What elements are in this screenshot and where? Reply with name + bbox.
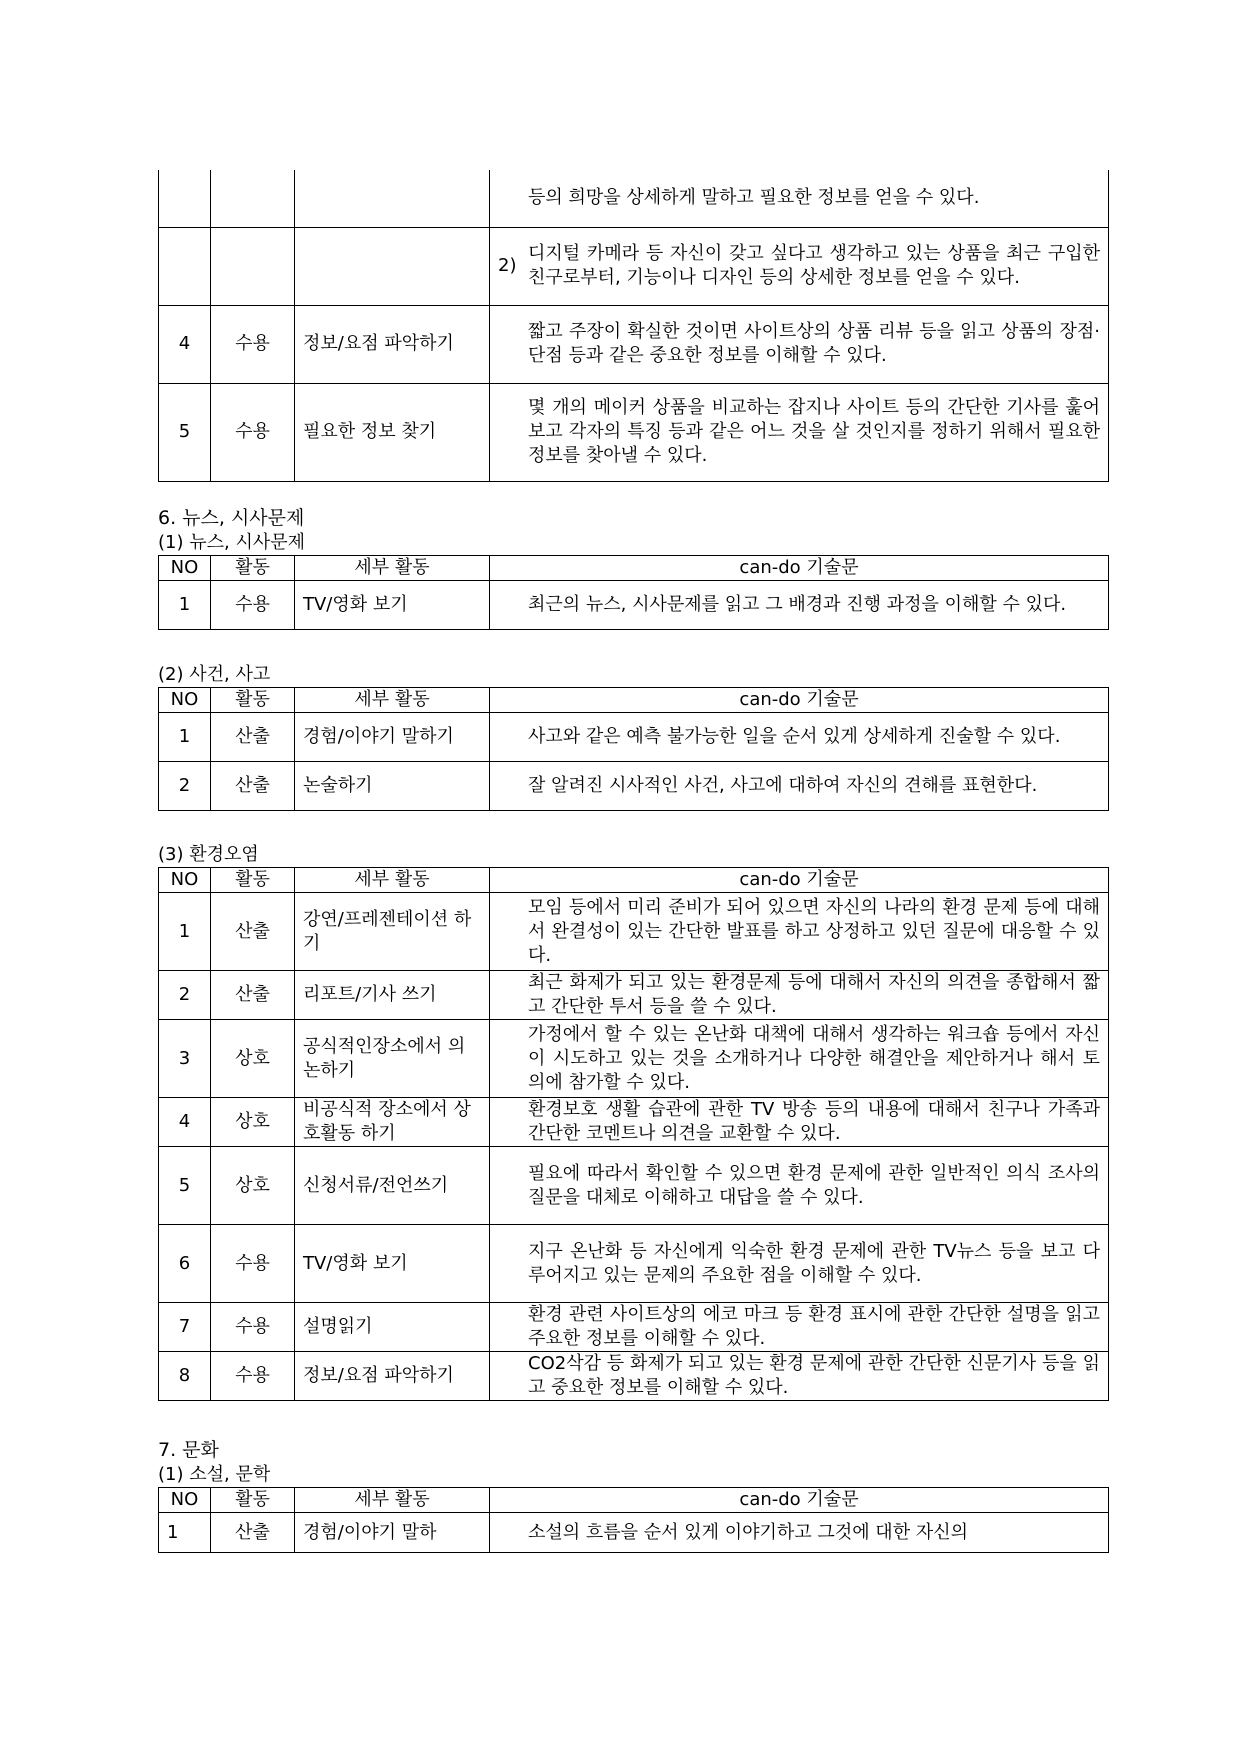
table-row [159, 170, 1109, 227]
table-row [159, 893, 1109, 971]
section-6 [158, 505, 1108, 630]
header-detail: 세부 활동 [295, 556, 490, 581]
table-row [159, 1352, 1109, 1401]
cando-table-accidents [158, 687, 1109, 811]
row-activity: 수용 [211, 581, 295, 630]
row-no: 4 [159, 305, 211, 383]
row-no: 1 [159, 713, 211, 762]
row-detail: 설명읽기 [295, 1303, 490, 1352]
row-no: 1 [159, 1513, 211, 1553]
row-activity: 수용 [211, 383, 295, 481]
cando-text: 잘 알려진 시사적인 사건, 사고에 대하여 자신의 견해를 표현한다. [528, 775, 1038, 796]
header-detail: 세부 활동 [295, 868, 490, 893]
cando-table-literature [158, 1487, 1109, 1553]
cando-text: 최근 화제가 되고 있는 환경문제 등에 대해서 자신의 의견을 종합해서 짧고 간단한 투서 등을 쓸 수 있다. [528, 972, 1100, 1017]
row-detail: 신청서류/전언쓰기 [295, 1147, 490, 1225]
row-activity: 상호 [211, 1098, 295, 1147]
section-title: 7. 문화 [158, 1439, 219, 1461]
row-no: 7 [159, 1303, 211, 1352]
row-no: 2 [159, 762, 211, 811]
cando-text: 필요에 따라서 확인할 수 있으면 환경 문제에 관한 일반적인 의식 조사의 질문을 대체로 이해하고 대답을 쓸 수 있다. [528, 1162, 1100, 1208]
row-no: 1 [159, 893, 211, 971]
table-continued [158, 170, 1108, 482]
header-cando: can-do 기술문 [490, 556, 1109, 581]
section-title: 6. 뉴스, 시사문제 [158, 507, 305, 529]
row-activity: 산출 [211, 893, 295, 971]
subsection-title: (3) 환경오염 [158, 844, 259, 865]
row-no: 5 [159, 1147, 211, 1225]
header-detail: 세부 활동 [295, 1488, 490, 1513]
row-no: 8 [159, 1352, 211, 1401]
header-no: NO [159, 688, 211, 713]
subsection-title: (2) 사건, 사고 [158, 664, 271, 685]
item-number [498, 186, 528, 210]
cando-table-news [158, 555, 1109, 630]
row-no: 3 [159, 1020, 211, 1098]
row-activity: 산출 [211, 713, 295, 762]
table-header-row [159, 868, 1109, 893]
row-activity: 산출 [211, 762, 295, 811]
table-row [159, 713, 1109, 762]
header-cando: can-do 기술문 [490, 1488, 1109, 1513]
row-detail: 강연/프레젠테이션 하기 [295, 893, 490, 971]
table-row [159, 1098, 1109, 1147]
table-header-row [159, 1488, 1109, 1513]
table-row [159, 1020, 1109, 1098]
row-detail: 정보/요점 파악하기 [295, 305, 490, 383]
section-7 [158, 1437, 1108, 1553]
row-detail: 필요한 정보 찾기 [295, 383, 490, 481]
cando-text: 등의 희망을 상세하게 말하고 필요한 정보를 얻을 수 있다. [528, 187, 980, 209]
row-activity: 산출 [211, 971, 295, 1020]
header-no: NO [159, 1488, 211, 1513]
row-activity: 수용 [211, 1225, 295, 1303]
cando-table-continued [158, 170, 1109, 482]
row-detail: 경험/이야기 말하기 [295, 713, 490, 762]
cando-text: 모임 등에서 미리 준비가 되어 있으면 자신의 나라의 환경 문제 등에 대해서 완결성이 있는 간단한 발표를 하고 상정하고 있던 질문에 대응할 수 있다. [528, 896, 1100, 966]
header-activity: 활동 [211, 1488, 295, 1513]
table-row [159, 1303, 1109, 1352]
cando-text: 환경 관련 사이트상의 에코 마크 등 환경 표시에 관한 간단한 설명을 읽고 주요한 정보를 이해할 수 있다. [528, 1304, 1100, 1349]
cando-text: 짧고 주장이 확실한 것이면 사이트상의 상품 리뷰 등을 읽고 상품의 장점·단점 등과 같은 중요한 정보를 이해할 수 있다. [528, 321, 1100, 366]
cando-text: 사고와 같은 예측 불가능한 일을 순서 있게 상세하게 진술할 수 있다. [528, 726, 1061, 747]
header-activity: 활동 [211, 688, 295, 713]
table-row [159, 762, 1109, 811]
header-activity: 활동 [211, 556, 295, 581]
row-activity: 수용 [211, 1303, 295, 1352]
table-row [159, 305, 1109, 383]
row-detail: 경험/이야기 말하 [295, 1513, 490, 1553]
cando-text: 소설의 흐름을 순서 있게 이야기하고 그것에 대한 자신의 [528, 1521, 968, 1543]
row-activity: 산출 [211, 1513, 295, 1553]
row-detail: 리포트/기사 쓰기 [295, 971, 490, 1020]
subsection-accidents [158, 663, 1108, 811]
header-activity: 활동 [211, 868, 295, 893]
subsection-title: (1) 뉴스, 시사문제 [158, 532, 305, 553]
header-cando: can-do 기술문 [490, 868, 1109, 893]
cando-text: 최근의 뉴스, 시사문제를 읽고 그 배경과 진행 과정을 이해할 수 있다. [528, 594, 1067, 615]
row-detail: 비공식적 장소에서 상호활동 하기 [295, 1098, 490, 1147]
header-detail: 세부 활동 [295, 688, 490, 713]
row-activity: 상호 [211, 1020, 295, 1098]
row-detail: TV/영화 보기 [295, 581, 490, 630]
row-detail: TV/영화 보기 [295, 1225, 490, 1303]
cando-text: 지구 온난화 등 자신에게 익숙한 환경 문제에 관한 TV뉴스 등을 보고 다루어지고 있는 문제의 주요한 점을 이해할 수 있다. [528, 1240, 1100, 1286]
table-row [159, 227, 1109, 305]
subsection-title: (1) 소설, 문학 [158, 1464, 271, 1485]
cando-text: 디지털 카메라 등 자신이 갖고 싶다고 생각하고 있는 상품을 최근 구입한 친구로부터, 기능이나 디자인 등의 상세한 정보를 얻을 수 있다. [528, 243, 1100, 288]
row-detail: 논술하기 [295, 762, 490, 811]
row-activity: 수용 [211, 305, 295, 383]
table-row [159, 1513, 1109, 1553]
cando-text: 환경보호 생활 습관에 관한 TV 방송 등의 내용에 대해서 친구나 가족과 간단한 코멘트나 의견을 교환할 수 있다. [528, 1099, 1100, 1144]
cando-table-environment [158, 867, 1109, 1401]
row-detail: 공식적인장소에서 의논하기 [295, 1020, 490, 1098]
row-no: 1 [159, 581, 211, 630]
cando-text: CO2삭감 등 화제가 되고 있는 환경 문제에 관한 간단한 신문기사 등을 읽고 중요한 정보를 이해할 수 있다. [528, 1353, 1100, 1398]
header-no: NO [159, 556, 211, 581]
subsection-environment [158, 843, 1108, 1401]
item-number: 2) [498, 255, 517, 276]
table-row [159, 971, 1109, 1020]
row-activity: 상호 [211, 1147, 295, 1225]
row-no: 5 [159, 383, 211, 481]
header-no: NO [159, 868, 211, 893]
table-header-row [159, 688, 1109, 713]
table-row [159, 1147, 1109, 1225]
table-header-row [159, 556, 1109, 581]
table-row [159, 581, 1109, 630]
row-detail: 정보/요점 파악하기 [295, 1352, 490, 1401]
cando-text: 가정에서 할 수 있는 온난화 대책에 대해서 생각하는 워크숍 등에서 자신이 시도하고 있는 것을 소개하거나 다양한 해결안을 제안하거나 해서 토의에 참가할 수 있다. [528, 1023, 1100, 1093]
cando-text: 몇 개의 메이커 상품을 비교하는 잡지나 사이트 등의 간단한 기사를 훑어보고 각자의 특징 등과 같은 어느 것을 살 것인지를 정하기 위해서 필요한 정보를 찾아낼 수 있다. [528, 397, 1100, 466]
row-no: 4 [159, 1098, 211, 1147]
row-no: 6 [159, 1225, 211, 1303]
table-row [159, 1225, 1109, 1303]
header-cando: can-do 기술문 [490, 688, 1109, 713]
row-no: 2 [159, 971, 211, 1020]
table-row [159, 383, 1109, 481]
row-activity: 수용 [211, 1352, 295, 1401]
